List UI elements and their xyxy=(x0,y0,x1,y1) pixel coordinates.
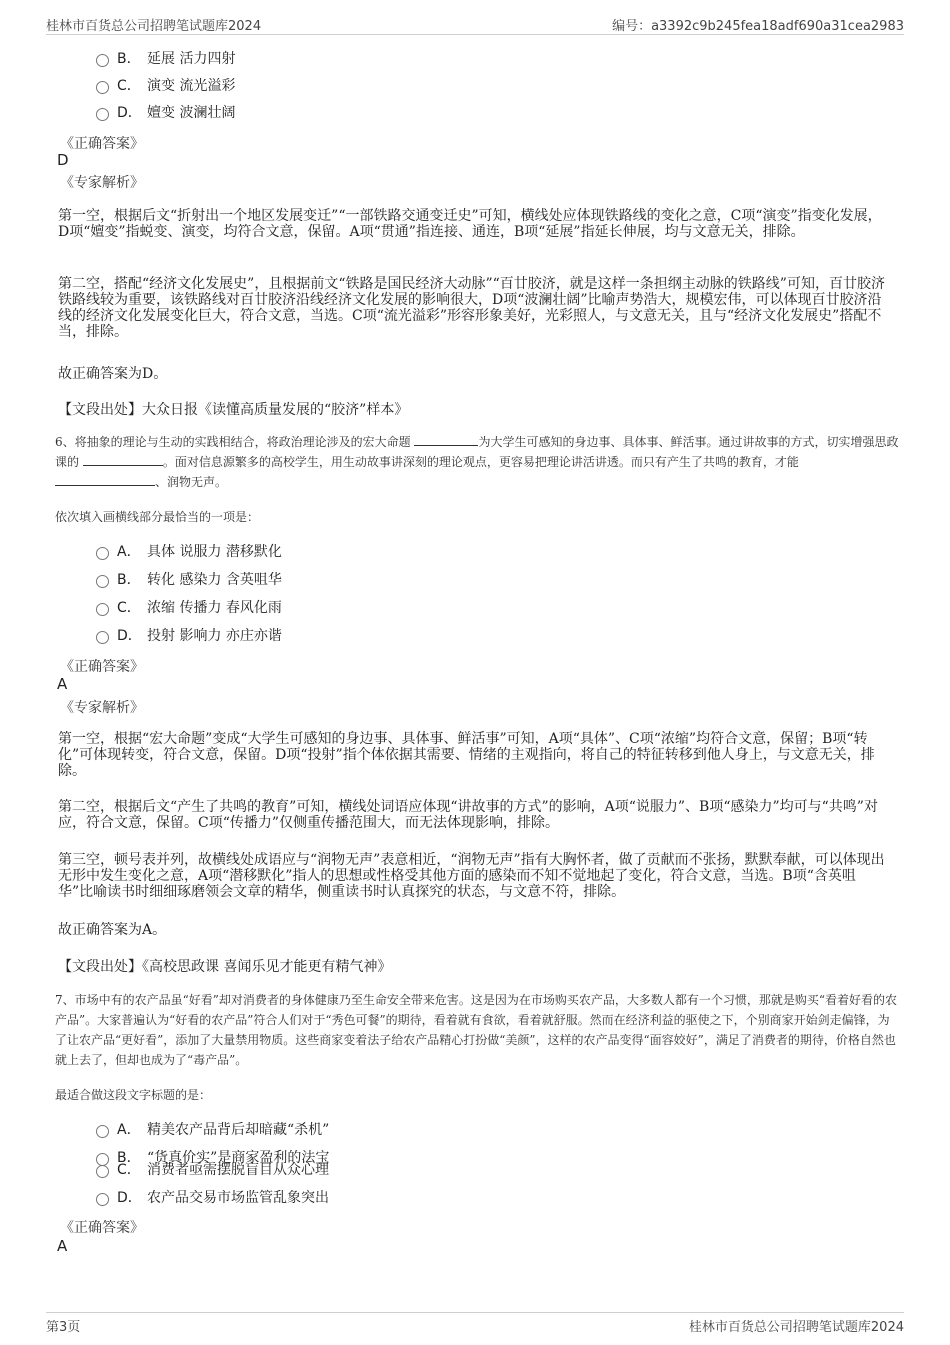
q5-analysis-label: 《专家解析》 xyxy=(60,175,144,191)
footer-title: 桂林市百货总公司招聘笔试题库2024 xyxy=(688,1320,904,1335)
q6-analysis-para-2: 第二空，根据后文“产生了共鸣的教育”可知，横线处词语应体现“讲故事的方式”的影响，A项“说服力”、B项“感染力”均可与“共鸣”对应，符合文意，保留。C项“传播力”仅侧重传播范围大，而无法体现影响，排除。 xyxy=(58,799,878,831)
q6-analysis-para-3: 第三空，顿号表并列，故横线处成语应与“润物无声”表意相近，“润物无声”指有大胸怀者，做了贡献而不张扬，默默奉献，可以体现出无形中发生变化之意，A项“潜移默化”指人的思想或性格受其他方面的感染而不知不觉地起了变化，符合文意，当选。B项“含英咀华”比喻读书时细细琢磨领会文章的精华，侧重读书时认真探究的状态，与文意不符，排除。 xyxy=(58,852,885,900)
q5-source: 【文段出处】大众日报《读懂高质量发展的“胶济”样本》 xyxy=(58,402,409,418)
radio-icon[interactable] xyxy=(96,631,109,644)
q7-question-text: 7、市场中有的农产品虽“好看”却对消费者的身体健康乃至生命安全带来危害。这是因为在市场购买农产品，大多数人都有一个习惯，那就是购买“看着好看的农产品”。大家普遍认为“好看的农产品”符合人们对于“秀色可餐”的期待，看着就有食欲，看着就舒服。然而在经济利益的驱使之下，个别商家开始剑走偏锋，为了让农产品“更好看”，添加了大量禁用物质。这些商家变着法子给农产品精心打扮做“美颜”，这样的农产品变得“面容姣好”，满足了消费者的期待，价格自然也就上去了，但却也成为了“毒产品”。 xyxy=(55,993,898,1067)
q5-option-b[interactable]: B． 延展 活力四射 xyxy=(96,49,235,69)
q6-answer: A xyxy=(57,675,68,693)
q6-blank-3 xyxy=(55,473,155,486)
q6-option-c[interactable]: C． 浓缩 传播力 春风化雨 xyxy=(96,598,282,618)
q5-analysis-conclusion: 故正确答案为D。 xyxy=(58,366,168,382)
q5-answer: D xyxy=(57,151,69,169)
page-footer xyxy=(46,1312,904,1335)
radio-icon[interactable] xyxy=(96,575,109,588)
q6-answer-label: 《正确答案》 xyxy=(60,659,144,675)
q7-answer-label: 《正确答案》 xyxy=(60,1220,144,1236)
radio-icon[interactable] xyxy=(96,81,109,94)
q7-option-c[interactable]: C． 消费者亟需摆脱盲目从众心理 xyxy=(96,1160,329,1180)
q5-analysis-para-2: 第二空，搭配“经济文化发展史”，且根据前文“铁路是国民经济大动脉”“百廿胶济，就是这样一条担纲主动脉的铁路线”可知，百廿胶济铁路线较为重要，该铁路线对百廿胶济沿线经济文化发展的影响很大，D项“波澜壮阔”比喻声势浩大，规模宏伟，可以体现百廿胶济沿线的经济文化发展变化巨大，符合文意，当选。C项“流光溢彩”形容形象美好，光彩照人，与文意无关，且与“经济文化发展史”搭配不当，排除。 xyxy=(58,276,885,340)
q6-blank-2 xyxy=(83,453,163,466)
q6-analysis-label: 《专家解析》 xyxy=(60,700,144,716)
q6-option-d[interactable]: D． 投射 影响力 亦庄亦谐 xyxy=(96,626,282,646)
q5-analysis-para-1: 第一空，根据后文“折射出一个地区发展变迁”“一部铁路交通变迁史”可知，横线处应体现铁路线的变化之意，C项“演变”指变化发展，D项“嬗变”指蜕变、演变，均符合文意，保留。A项“贯通”指连接、通连，B项“延展”指延长伸展，均与文意无关，排除。 xyxy=(58,208,882,240)
q7-option-d[interactable]: D． 农产品交易市场监管乱象突出 xyxy=(96,1188,329,1208)
q7-prompt: 最适合做这段文字标题的是： xyxy=(55,1088,212,1102)
q6-blank-1 xyxy=(414,433,478,446)
q5-option-d[interactable]: D． 嬗变 波澜壮阔 xyxy=(96,103,235,123)
radio-icon[interactable] xyxy=(96,1125,109,1138)
q7-answer: A xyxy=(57,1237,68,1255)
radio-icon[interactable] xyxy=(96,547,109,560)
q6-analysis-conclusion: 故正确答案为A。 xyxy=(58,922,167,938)
q5-answer-label: 《正确答案》 xyxy=(60,136,144,152)
q6-prompt: 依次填入画横线部分最恰当的一项是： xyxy=(55,510,260,524)
radio-icon[interactable] xyxy=(96,108,109,121)
q6-option-b[interactable]: B． 转化 感染力 含英咀华 xyxy=(96,570,282,590)
q6-option-a[interactable]: A． 具体 说服力 潜移默化 xyxy=(96,542,282,562)
q6-question-text: 6、将抽象的理论与生动的实践相结合，将政治理论涉及的宏大命题 为大学生可感知的身边事、具体事、鲜活事。通过讲故事的方式，切实增强思政课的 。面对信息源繁多的高校学生，用生动故事讲深刻的理论观点，更容易把理论讲活讲透。而只有产生了共鸣的教育，才能 、润物无声。 xyxy=(55,435,899,489)
page-header xyxy=(46,14,904,35)
q7-option-b[interactable]: B． “货真价实”是商家盈利的法宝 xyxy=(96,1148,329,1168)
q6-analysis-para-1: 第一空，根据“宏大命题”变成“大学生可感知的身边事、具体事、鲜活事”可知，A项“具体”、C项“浓缩”均符合文意，保留；B项“转化”可体现转变，符合文意，保留。D项“投射”指个体依据其需要、情绪的主观指向，将自己的特征转移到他人身上，与文意无关，排除。 xyxy=(58,731,875,779)
radio-icon[interactable] xyxy=(96,603,109,616)
radio-icon[interactable] xyxy=(96,1165,109,1178)
radio-icon[interactable] xyxy=(96,54,109,67)
radio-icon[interactable] xyxy=(96,1193,109,1206)
q7-option-a[interactable]: A． 精美农产品背后却暗藏“杀机” xyxy=(96,1120,329,1140)
q5-option-c[interactable]: C． 演变 流光溢彩 xyxy=(96,76,235,96)
header-serial: 编号：a3392c9b245fea18adf690a31cea2983 xyxy=(612,19,904,34)
q6-source: 【文段出处】《高校思政课 喜闻乐见才能更有精气神》 xyxy=(58,959,392,975)
page-number: 第3页 xyxy=(46,1320,81,1335)
header-title: 桂林市百货总公司招聘笔试题库2024 xyxy=(46,19,262,34)
